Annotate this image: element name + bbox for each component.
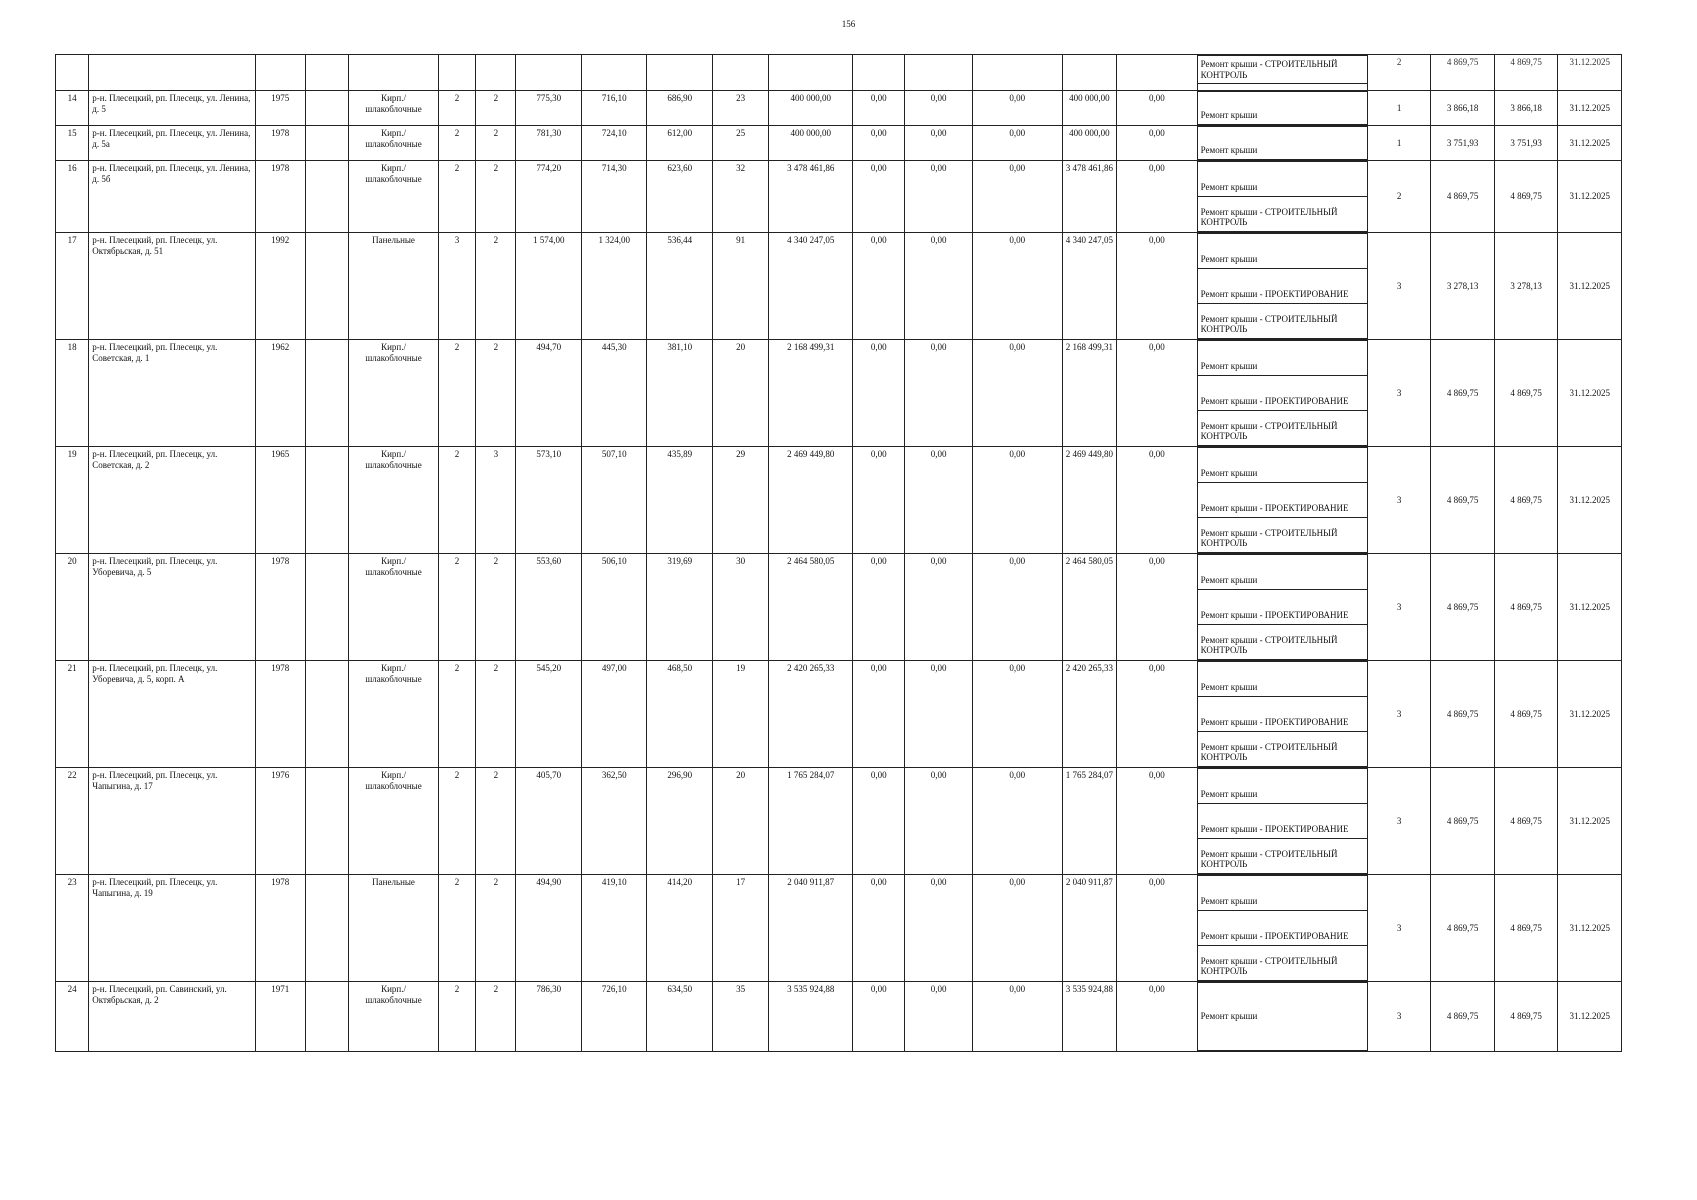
empty-cell	[305, 447, 348, 554]
cost-per-m2: 3 278,13	[1431, 233, 1494, 340]
area-living: 506,10	[581, 554, 647, 661]
area-living: 445,30	[581, 340, 647, 447]
work-count: 1	[1367, 126, 1430, 161]
works-cell	[1197, 554, 1367, 661]
area-total: 1 574,00	[516, 233, 582, 340]
works-cell	[1197, 447, 1367, 554]
empty-cell	[305, 554, 348, 661]
area-living: 726,10	[581, 982, 647, 1052]
local-budget: 0,00	[972, 768, 1062, 875]
entrances: 2	[476, 554, 516, 661]
area-total: 774,20	[516, 161, 582, 233]
deadline: 31.12.2025	[1558, 554, 1622, 661]
address: р-н. Плесецкий, рп. Плесецк, ул. Советская, д. 2	[89, 447, 255, 554]
cost-total: 2 040 911,87	[769, 875, 853, 982]
cost-per-m2: 4 869,75	[1431, 161, 1494, 233]
work-item: Ремонт крыши - ПРОЕКТИРОВАНИЕ	[1197, 697, 1367, 732]
cost-total: 400 000,00	[769, 91, 853, 126]
local-budget: 0,00	[972, 126, 1062, 161]
cost-total: 2 168 499,31	[769, 340, 853, 447]
entrances: 2	[476, 126, 516, 161]
address: р-н. Плесецкий, рп. Плесецк, ул. Ленина, д. 5б	[89, 161, 255, 233]
area-living: 714,30	[581, 161, 647, 233]
page-number: 156	[841, 19, 856, 29]
work-item: Ремонт крыши - ПРОЕКТИРОВАНИЕ	[1197, 483, 1367, 518]
build-year: 1976	[255, 768, 305, 875]
work-item: Ремонт крыши - СТРОИТЕЛЬНЫЙ КОНТРОЛЬ	[1197, 625, 1367, 660]
owners-funds: 2 469 449,80	[1062, 447, 1116, 554]
local-budget: 0,00	[972, 875, 1062, 982]
fund-amount: 0,00	[853, 233, 905, 340]
area-total: 494,90	[516, 875, 582, 982]
residents: 20	[712, 340, 768, 447]
fund-amount: 0,00	[853, 161, 905, 233]
work-item: Ремонт крыши - СТРОИТЕЛЬНЫЙ КОНТРОЛЬ	[1197, 411, 1367, 446]
fund-amount: 0,00	[853, 982, 905, 1052]
row-number: 23	[56, 875, 89, 982]
area-other: 414,20	[647, 875, 713, 982]
work-item: Ремонт крыши - ПРОЕКТИРОВАНИЕ	[1197, 269, 1367, 304]
work-count: 1	[1367, 91, 1430, 126]
repair-program-table	[55, 54, 1622, 1052]
wall-material: Кирп./ шлакоблочные	[349, 91, 439, 126]
row-number: 19	[56, 447, 89, 554]
build-year: 1975	[255, 91, 305, 126]
work-count: 3	[1367, 447, 1430, 554]
empty-cell	[305, 91, 348, 126]
local-budget: 0,00	[972, 982, 1062, 1052]
cost-per-m2: 3 866,18	[1431, 91, 1494, 126]
works-cell	[1197, 55, 1367, 91]
work-item: Ремонт крыши	[1197, 875, 1367, 911]
floors: 2	[438, 447, 475, 554]
residents: 19	[712, 661, 768, 768]
local-budget: 0,00	[972, 91, 1062, 126]
table-row-partial-top	[56, 55, 1622, 91]
floors: 2	[438, 661, 475, 768]
floors: 3	[438, 233, 475, 340]
work-item: Ремонт крыши	[1197, 982, 1367, 1051]
region-budget: 0,00	[905, 447, 973, 554]
other-funds: 0,00	[1117, 768, 1198, 875]
wall-material: Кирп./ шлакоблочные	[349, 126, 439, 161]
limit-per-m2: 4 869,75	[1494, 447, 1557, 554]
area-other: 319,69	[647, 554, 713, 661]
build-year: 1978	[255, 661, 305, 768]
table-row	[56, 447, 1622, 554]
empty-cell	[305, 233, 348, 340]
work-count: 3	[1367, 661, 1430, 768]
work-item: Ремонт крыши - ПРОЕКТИРОВАНИЕ	[1197, 376, 1367, 411]
cost-total: 2 420 265,33	[769, 661, 853, 768]
deadline: 31.12.2025	[1558, 161, 1622, 233]
entrances: 3	[476, 447, 516, 554]
work-item: Ремонт крыши - СТРОИТЕЛЬНЫЙ КОНТРОЛЬ	[1197, 55, 1367, 84]
local-budget: 0,00	[972, 340, 1062, 447]
build-year: 1978	[255, 554, 305, 661]
work-item: Ремонт крыши	[1197, 554, 1367, 590]
floors: 2	[438, 768, 475, 875]
works-cell	[1197, 875, 1367, 982]
row-number: 18	[56, 340, 89, 447]
wall-material: Панельные	[349, 233, 439, 340]
limit-per-m2: 4 869,75	[1494, 55, 1557, 91]
area-other: 634,50	[647, 982, 713, 1052]
table-row	[56, 126, 1622, 161]
limit-per-m2: 3 751,93	[1494, 126, 1557, 161]
build-year: 1978	[255, 875, 305, 982]
address: р-н. Плесецкий, рп. Плесецк, ул. Чапыгина, д. 19	[89, 875, 255, 982]
work-item: Ремонт крыши - СТРОИТЕЛЬНЫЙ КОНТРОЛЬ	[1197, 197, 1367, 232]
cost-per-m2: 3 751,93	[1431, 126, 1494, 161]
entrances: 2	[476, 161, 516, 233]
owners-funds: 1 765 284,07	[1062, 768, 1116, 875]
work-item: Ремонт крыши - ПРОЕКТИРОВАНИЕ	[1197, 804, 1367, 839]
table-row	[56, 340, 1622, 447]
row-number: 14	[56, 91, 89, 126]
cost-total: 3 478 461,86	[769, 161, 853, 233]
residents: 20	[712, 768, 768, 875]
entrances: 2	[476, 875, 516, 982]
region-budget: 0,00	[905, 161, 973, 233]
fund-amount: 0,00	[853, 554, 905, 661]
works-cell	[1197, 661, 1367, 768]
region-budget: 0,00	[905, 126, 973, 161]
address: р-н. Плесецкий, рп. Плесецк, ул. Уборевича, д. 5	[89, 554, 255, 661]
work-item: Ремонт крыши	[1197, 126, 1367, 160]
works-cell	[1197, 161, 1367, 233]
cost-per-m2: 4 869,75	[1431, 982, 1494, 1052]
deadline: 31.12.2025	[1558, 661, 1622, 768]
owners-funds: 3 535 924,88	[1062, 982, 1116, 1052]
works-cell	[1197, 233, 1367, 340]
floors: 2	[438, 126, 475, 161]
other-funds: 0,00	[1117, 91, 1198, 126]
work-count: 2	[1367, 55, 1430, 91]
work-item: Ремонт крыши	[1197, 447, 1367, 483]
wall-material: Кирп./ шлакоблочные	[349, 340, 439, 447]
cost-per-m2: 4 869,75	[1431, 554, 1494, 661]
table-row	[56, 768, 1622, 875]
area-other: 536,44	[647, 233, 713, 340]
floors: 2	[438, 982, 475, 1052]
work-count: 3	[1367, 982, 1430, 1052]
area-living: 507,10	[581, 447, 647, 554]
other-funds: 0,00	[1117, 340, 1198, 447]
work-item: Ремонт крыши	[1197, 91, 1367, 125]
work-count: 3	[1367, 554, 1430, 661]
area-total: 786,30	[516, 982, 582, 1052]
cost-total: 400 000,00	[769, 126, 853, 161]
row-number: 17	[56, 233, 89, 340]
work-item: Ремонт крыши	[1197, 233, 1367, 269]
works-cell	[1197, 768, 1367, 875]
table-row	[56, 661, 1622, 768]
work-item: Ремонт крыши - СТРОИТЕЛЬНЫЙ КОНТРОЛЬ	[1197, 839, 1367, 874]
empty-cell	[305, 126, 348, 161]
empty-cell	[305, 161, 348, 233]
limit-per-m2: 4 869,75	[1494, 161, 1557, 233]
residents: 30	[712, 554, 768, 661]
entrances: 2	[476, 982, 516, 1052]
other-funds: 0,00	[1117, 126, 1198, 161]
owners-funds: 2 168 499,31	[1062, 340, 1116, 447]
cost-total: 1 765 284,07	[769, 768, 853, 875]
work-item: Ремонт крыши	[1197, 161, 1367, 197]
cost-total: 2 464 580,05	[769, 554, 853, 661]
entrances: 2	[476, 768, 516, 875]
area-living: 497,00	[581, 661, 647, 768]
local-budget: 0,00	[972, 447, 1062, 554]
area-total: 405,70	[516, 768, 582, 875]
area-total: 553,60	[516, 554, 582, 661]
other-funds: 0,00	[1117, 161, 1198, 233]
cost-per-m2: 4 869,75	[1431, 768, 1494, 875]
floors: 2	[438, 161, 475, 233]
owners-funds: 400 000,00	[1062, 126, 1116, 161]
address: р-н. Плесецкий, рп. Плесецк, ул. Ленина, д. 5	[89, 91, 255, 126]
work-item: Ремонт крыши	[1197, 768, 1367, 804]
deadline: 31.12.2025	[1558, 340, 1622, 447]
build-year: 1971	[255, 982, 305, 1052]
area-total: 573,10	[516, 447, 582, 554]
other-funds: 0,00	[1117, 233, 1198, 340]
table-row	[56, 233, 1622, 340]
region-budget: 0,00	[905, 982, 973, 1052]
work-item: Ремонт крыши - ПРОЕКТИРОВАНИЕ	[1197, 911, 1367, 946]
area-other: 468,50	[647, 661, 713, 768]
cost-total: 4 340 247,05	[769, 233, 853, 340]
residents: 35	[712, 982, 768, 1052]
area-living: 724,10	[581, 126, 647, 161]
area-other: 686,90	[647, 91, 713, 126]
cost-per-m2: 4 869,75	[1431, 340, 1494, 447]
limit-per-m2: 4 869,75	[1494, 982, 1557, 1052]
fund-amount: 0,00	[853, 91, 905, 126]
floors: 2	[438, 91, 475, 126]
deadline: 31.12.2025	[1558, 126, 1622, 161]
build-year: 1962	[255, 340, 305, 447]
empty-cell	[305, 875, 348, 982]
residents: 17	[712, 875, 768, 982]
work-count: 3	[1367, 340, 1430, 447]
region-budget: 0,00	[905, 875, 973, 982]
build-year: 1992	[255, 233, 305, 340]
work-count: 3	[1367, 233, 1430, 340]
fund-amount: 0,00	[853, 875, 905, 982]
owners-funds: 2 040 911,87	[1062, 875, 1116, 982]
other-funds: 0,00	[1117, 875, 1198, 982]
region-budget: 0,00	[905, 340, 973, 447]
deadline: 31.12.2025	[1558, 91, 1622, 126]
empty-cell	[305, 340, 348, 447]
area-total: 494,70	[516, 340, 582, 447]
local-budget: 0,00	[972, 661, 1062, 768]
fund-amount: 0,00	[853, 768, 905, 875]
fund-amount: 0,00	[853, 661, 905, 768]
work-count: 3	[1367, 768, 1430, 875]
cost-per-m2: 4 869,75	[1431, 55, 1494, 91]
limit-per-m2: 4 869,75	[1494, 875, 1557, 982]
work-item: Ремонт крыши - СТРОИТЕЛЬНЫЙ КОНТРОЛЬ	[1197, 304, 1367, 339]
area-other: 623,60	[647, 161, 713, 233]
works-cell	[1197, 340, 1367, 447]
empty-cell	[305, 982, 348, 1052]
work-item: Ремонт крыши - СТРОИТЕЛЬНЫЙ КОНТРОЛЬ	[1197, 518, 1367, 553]
deadline: 31.12.2025	[1558, 55, 1622, 91]
entrances: 2	[476, 91, 516, 126]
area-total: 775,30	[516, 91, 582, 126]
fund-amount: 0,00	[853, 126, 905, 161]
other-funds: 0,00	[1117, 661, 1198, 768]
row-number: 15	[56, 126, 89, 161]
empty-cell	[305, 661, 348, 768]
owners-funds: 400 000,00	[1062, 91, 1116, 126]
limit-per-m2: 4 869,75	[1494, 768, 1557, 875]
works-cell	[1197, 982, 1367, 1052]
fund-amount: 0,00	[853, 447, 905, 554]
area-living: 1 324,00	[581, 233, 647, 340]
row-number: 21	[56, 661, 89, 768]
owners-funds: 2 464 580,05	[1062, 554, 1116, 661]
build-year: 1965	[255, 447, 305, 554]
residents: 25	[712, 126, 768, 161]
area-living: 362,50	[581, 768, 647, 875]
entrances: 2	[476, 661, 516, 768]
local-budget: 0,00	[972, 554, 1062, 661]
limit-per-m2: 3 278,13	[1494, 233, 1557, 340]
address: р-н. Плесецкий, рп. Савинский, ул. Октябрьская, д. 2	[89, 982, 255, 1052]
row-number: 16	[56, 161, 89, 233]
region-budget: 0,00	[905, 768, 973, 875]
wall-material: Кирп./ шлакоблочные	[349, 554, 439, 661]
area-total: 781,30	[516, 126, 582, 161]
entrances: 2	[476, 340, 516, 447]
area-other: 435,89	[647, 447, 713, 554]
work-item: Ремонт крыши	[1197, 661, 1367, 697]
table-row	[56, 91, 1622, 126]
limit-per-m2: 4 869,75	[1494, 661, 1557, 768]
cost-total: 2 469 449,80	[769, 447, 853, 554]
wall-material: Кирп./ шлакоблочные	[349, 661, 439, 768]
address: р-н. Плесецкий, рп. Плесецк, ул. Ленина, д. 5а	[89, 126, 255, 161]
deadline: 31.12.2025	[1558, 233, 1622, 340]
work-item: Ремонт крыши - ПРОЕКТИРОВАНИЕ	[1197, 590, 1367, 625]
floors: 2	[438, 554, 475, 661]
address: р-н. Плесецкий, рп. Плесецк, ул. Советская, д. 1	[89, 340, 255, 447]
row-number: 22	[56, 768, 89, 875]
owners-funds: 4 340 247,05	[1062, 233, 1116, 340]
local-budget: 0,00	[972, 233, 1062, 340]
local-budget: 0,00	[972, 161, 1062, 233]
entrances: 2	[476, 233, 516, 340]
empty-cell	[305, 768, 348, 875]
address: р-н. Плесецкий, рп. Плесецк, ул. Чапыгина, д. 17	[89, 768, 255, 875]
area-living: 419,10	[581, 875, 647, 982]
build-year: 1978	[255, 126, 305, 161]
area-living: 716,10	[581, 91, 647, 126]
cost-per-m2: 4 869,75	[1431, 875, 1494, 982]
table-row	[56, 161, 1622, 233]
residents: 32	[712, 161, 768, 233]
region-budget: 0,00	[905, 91, 973, 126]
cost-per-m2: 4 869,75	[1431, 661, 1494, 768]
limit-per-m2: 4 869,75	[1494, 554, 1557, 661]
cost-per-m2: 4 869,75	[1431, 447, 1494, 554]
build-year: 1978	[255, 161, 305, 233]
residents: 23	[712, 91, 768, 126]
table-row	[56, 554, 1622, 661]
fund-amount: 0,00	[853, 340, 905, 447]
work-item: Ремонт крыши - СТРОИТЕЛЬНЫЙ КОНТРОЛЬ	[1197, 732, 1367, 767]
residents: 91	[712, 233, 768, 340]
deadline: 31.12.2025	[1558, 982, 1622, 1052]
table-row	[56, 982, 1622, 1052]
region-budget: 0,00	[905, 233, 973, 340]
table-row	[56, 875, 1622, 982]
area-other: 381,10	[647, 340, 713, 447]
wall-material: Панельные	[349, 875, 439, 982]
deadline: 31.12.2025	[1558, 447, 1622, 554]
area-other: 296,90	[647, 768, 713, 875]
wall-material: Кирп./ шлакоблочные	[349, 161, 439, 233]
other-funds: 0,00	[1117, 447, 1198, 554]
work-item: Ремонт крыши	[1197, 340, 1367, 376]
owners-funds: 3 478 461,86	[1062, 161, 1116, 233]
other-funds: 0,00	[1117, 982, 1198, 1052]
area-other: 612,00	[647, 126, 713, 161]
deadline: 31.12.2025	[1558, 768, 1622, 875]
floors: 2	[438, 875, 475, 982]
work-count: 2	[1367, 161, 1430, 233]
region-budget: 0,00	[905, 554, 973, 661]
work-count: 3	[1367, 875, 1430, 982]
floors: 2	[438, 340, 475, 447]
row-number: 20	[56, 554, 89, 661]
work-item: Ремонт крыши - СТРОИТЕЛЬНЫЙ КОНТРОЛЬ	[1197, 946, 1367, 981]
owners-funds: 2 420 265,33	[1062, 661, 1116, 768]
other-funds: 0,00	[1117, 554, 1198, 661]
works-cell	[1197, 126, 1367, 161]
area-total: 545,20	[516, 661, 582, 768]
address: р-н. Плесецкий, рп. Плесецк, ул. Уборевича, д. 5, корп. А	[89, 661, 255, 768]
works-cell	[1197, 91, 1367, 126]
limit-per-m2: 4 869,75	[1494, 340, 1557, 447]
wall-material: Кирп./ шлакоблочные	[349, 982, 439, 1052]
cost-total: 3 535 924,88	[769, 982, 853, 1052]
region-budget: 0,00	[905, 661, 973, 768]
deadline: 31.12.2025	[1558, 875, 1622, 982]
wall-material: Кирп./ шлакоблочные	[349, 447, 439, 554]
limit-per-m2: 3 866,18	[1494, 91, 1557, 126]
residents: 29	[712, 447, 768, 554]
row-number: 24	[56, 982, 89, 1052]
address: р-н. Плесецкий, рп. Плесецк, ул. Октябрьская, д. 51	[89, 233, 255, 340]
wall-material: Кирп./ шлакоблочные	[349, 768, 439, 875]
